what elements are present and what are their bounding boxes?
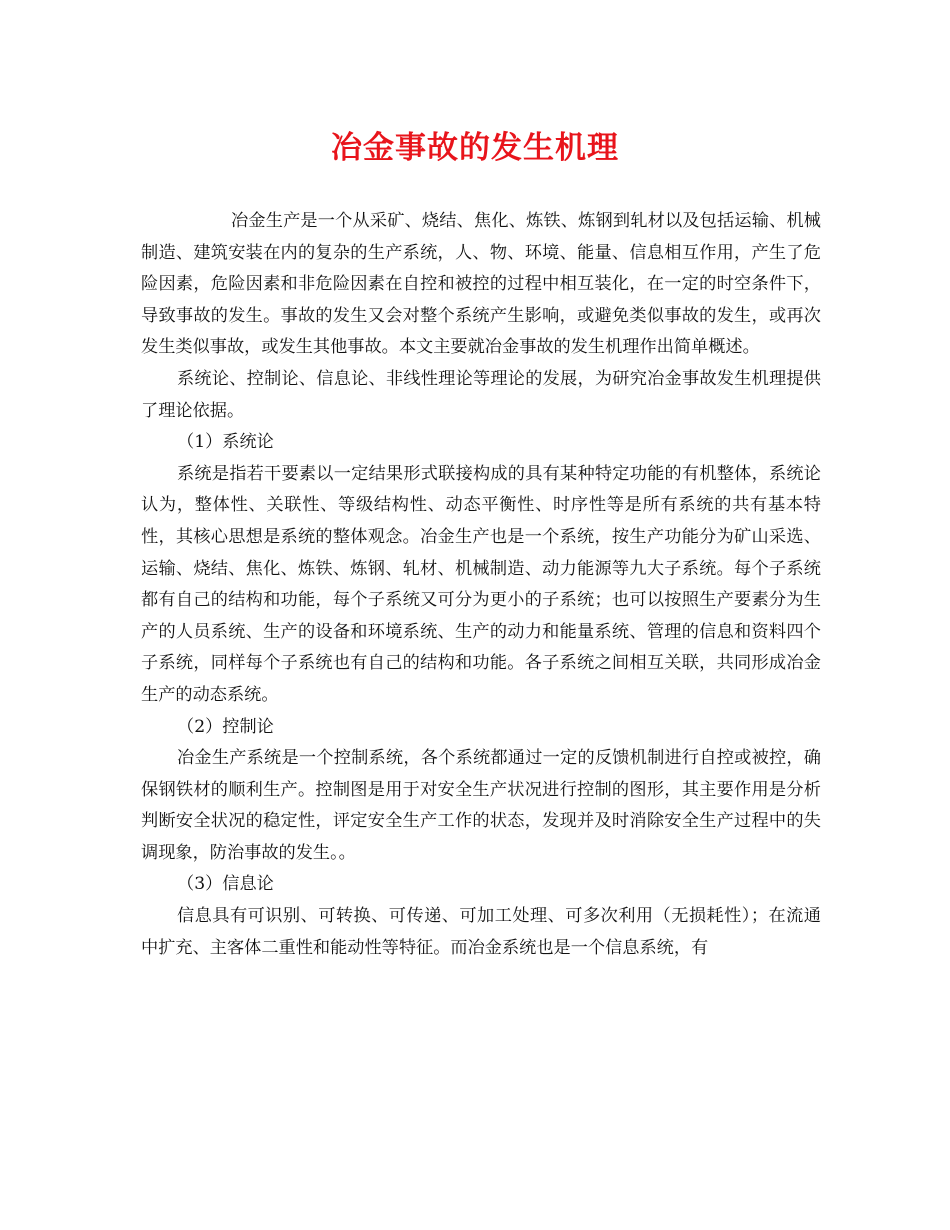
section-heading-system-theory: （1）系统论 [177, 432, 274, 453]
information-theory-paragraph: 信息具有可识别、可转换、可传递、可加工处理、可多次利用（无损耗性）；在流通中扩充、主客体二重性和能动性等特征。而冶金系统也是一个信息系统，有 [141, 906, 821, 958]
section-heading-information-theory: （3）信息论 [177, 874, 274, 895]
theory-basis-paragraph: 系统论、控制论、信息论、非线性理论等理论的发展，为研究冶金事故发生机理提供了理论依据。 [141, 368, 821, 421]
system-theory-paragraph: 系统是指若干要素以一定结果形式联接构成的具有某种特定功能的有机整体，系统论认为，整体性、关联性、等级结构性、动态平衡性、时序性等是所有系统的共有基本特性，其核心思想是系统的整体观念。冶金生产也是一个系统，按生产功能分为矿山采选、运输、烧结、焦化、炼铁、炼钢、轧材、机械制造、动力能源等九大子系统。每个子系统都有自己的结构和功能，每个子系统又可分为更小的子系统；也可以按照生产要素分为生产的人员系统、生产的设备和环境系统、生产的动力和能量系统、管理的信息和资料四个子系统，同样每个子系统也有自己的结构和功能。各子系统之间相互关联，共同形成冶金生产的动态系统。 [141, 463, 821, 705]
document-title: 冶金事故的发生机理 [331, 130, 619, 166]
intro-paragraph: 冶金生产是一个从采矿、烧结、焦化、炼铁、炼钢到轧材以及包括运输、机械制造、建筑安装在内的复杂的生产系统，人、物、环境、能量、信息相互作用，产生了危险因素，危险因素和非危险因素在自控和被控的过程中相互装化，在一定的时空条件下，导致事故的发生。事故的发生又会对整个系统产生影响，或避免类似事故的发生，或再次发生类似事故，或发生其他事故。本文主要就冶金事故的发生机理作出简单概述。 [141, 211, 821, 358]
control-theory-paragraph: 冶金生产系统是一个控制系统，各个系统都通过一定的反馈机制进行自控或被控，确保钢铁材的顺利生产。控制图是用于对安全生产状况进行控制的图形，其主要作用是分析判断安全状况的稳定性，评定安全生产工作的状态，发现并及时消除安全生产过程中的失调现象，防治事故的发生。。 [141, 748, 821, 863]
document-body [141, 206, 821, 964]
section-heading-control-theory: （2）控制论 [177, 716, 274, 737]
